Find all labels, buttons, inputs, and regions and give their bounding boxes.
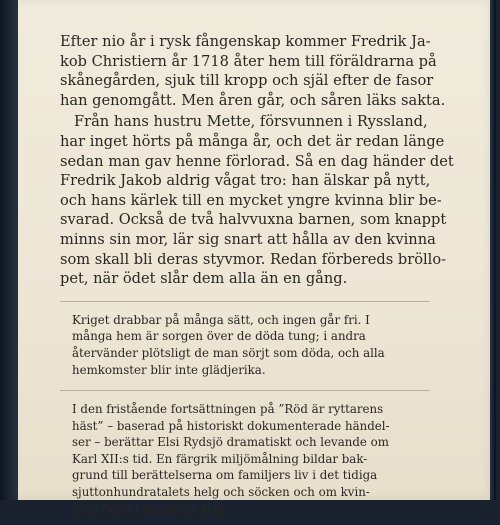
text-line: som skall bli deras styvmor. Redan förbereds bröllo-: [60, 250, 447, 268]
book-back-cover: [18, 0, 496, 516]
blurb-paragraph-1: [60, 32, 446, 110]
text-line: hemkomster blir inte glädjerika.: [72, 362, 266, 377]
text-line: Karl XII:s tid. En färgrik miljömålning bildar bak-: [72, 451, 368, 466]
divider: [60, 390, 430, 391]
book-edge-left: [0, 0, 18, 500]
text-line: många hem är sorgen över de döda tung; i andra: [72, 329, 366, 344]
text-line: sedan man gav henne förlorad. Så en dag händer det: [60, 152, 454, 170]
text-line: häst” – baserad på historiskt dokumenterade händel-: [72, 418, 390, 433]
text-line: skånegården, sjuk till kropp och själ efter de fasor: [60, 72, 434, 90]
blurb-paragraph-4: [72, 401, 428, 517]
text-line: Kriget drabbar på många sätt, och ingen går fri. I: [72, 312, 370, 327]
text-line: minns sin mor, lär sig snart att hålla av den kvinna: [60, 230, 436, 248]
blurb-text: [60, 32, 454, 525]
text-line: nors öden i mannens krig.: [72, 501, 229, 516]
text-line: sjuttonhundratalets helg och söcken och om kvin-: [72, 485, 370, 500]
text-line: I den fristående fortsättningen på ”Röd är ryttarens: [72, 402, 384, 417]
text-line: kob Christiern år 1718 åter hem till föräldrarna på: [60, 52, 437, 70]
blurb-paragraph-2: [60, 112, 454, 288]
blurb-paragraph-3: [72, 312, 428, 378]
text-line: han genomgått. Men åren går, och såren läks sakta.: [60, 91, 446, 109]
book-edge-right: [490, 0, 496, 500]
text-line: Från hans hustru Mette, försvunnen i Ryssland,: [74, 113, 428, 131]
text-line: ser – berättar Elsi Rydsjö dramatiskt och levande om: [72, 435, 389, 450]
text-line: Efter nio år i rysk fångenskap kommer Fredrik Ja-: [60, 33, 431, 50]
text-line: grund till berättelserna om familjers liv i det tidiga: [72, 468, 378, 483]
text-line: pet, när ödet slår dem alla än en gång.: [60, 270, 348, 288]
divider: [60, 301, 430, 302]
text-line: Fredrik Jakob aldrig vågat tro: han älskar på nytt,: [60, 172, 431, 190]
text-line: och hans kärlek till en mycket yngre kvinna blir be-: [60, 191, 442, 209]
text-line: svarad. Också de två halvvuxna barnen, som knappt: [60, 211, 447, 229]
text-line: har inget hörts på många år, och det är redan länge: [60, 132, 445, 150]
text-line: återvänder plötsligt de man sörjt som döda, och alla: [72, 345, 385, 360]
